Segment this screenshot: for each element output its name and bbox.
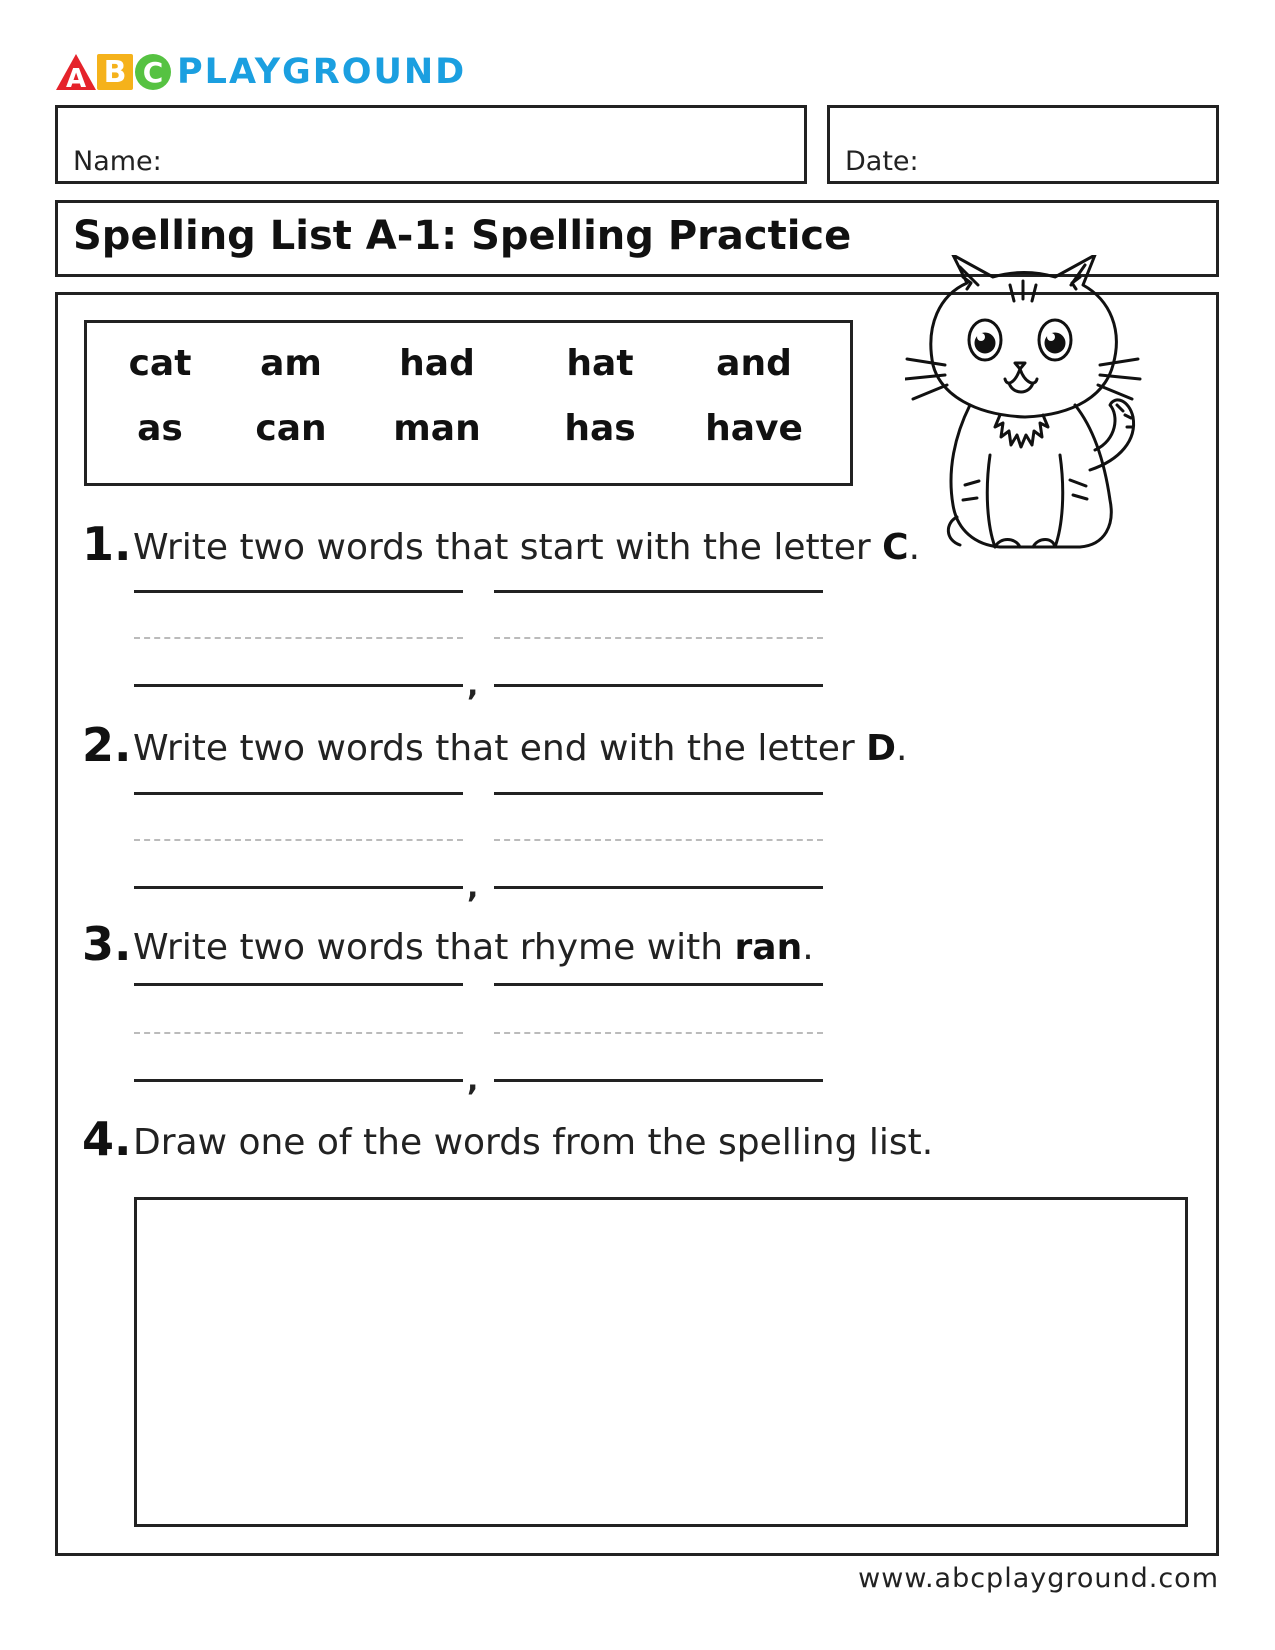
answer-line[interactable] — [134, 886, 463, 889]
answer-line[interactable] — [494, 1079, 823, 1082]
spelling-word: have — [705, 408, 803, 449]
answer-guide-midline — [134, 637, 463, 639]
date-field[interactable] — [827, 105, 1219, 184]
answer-guide-midline — [134, 839, 463, 841]
spelling-word: has — [564, 408, 636, 449]
spelling-word: had — [399, 343, 475, 384]
name-label: Name: — [73, 146, 162, 177]
drawing-area[interactable] — [134, 1197, 1188, 1527]
letter-b-square: B — [97, 54, 133, 90]
answer-line[interactable] — [134, 684, 463, 687]
spelling-word: hat — [566, 343, 634, 384]
answer-guide-top — [134, 590, 463, 593]
spelling-word: can — [255, 408, 327, 449]
date-label: Date: — [845, 146, 919, 177]
letter-a-triangle — [55, 53, 97, 91]
answer-guide-midline — [134, 1032, 463, 1034]
answer-line[interactable] — [134, 1079, 463, 1082]
question-3-rhyme-word: ran — [734, 927, 803, 968]
comma: , — [467, 870, 479, 905]
answer-guide-top — [494, 792, 823, 795]
question-1-letter: C — [882, 527, 909, 568]
spelling-word: as — [137, 408, 183, 449]
question-1-text: Write two words that start with the letter C. — [133, 527, 921, 568]
logo-wordmark: PLAYGROUND — [177, 52, 467, 92]
answer-guide-top — [134, 983, 463, 986]
spelling-word: man — [393, 408, 481, 449]
spelling-word: am — [260, 343, 322, 384]
page-title: Spelling List A-1: Spelling Practice — [73, 213, 852, 259]
question-2-letter: D — [866, 728, 897, 769]
answer-guide-midline — [494, 1032, 823, 1034]
question-2-text: Write two words that end with the letter D. — [133, 728, 908, 769]
name-field[interactable] — [55, 105, 807, 184]
letter-c-circle: C — [135, 54, 171, 90]
question-4-number: 4. — [82, 1112, 132, 1166]
spelling-word: and — [716, 343, 792, 384]
spelling-word: cat — [128, 343, 192, 384]
answer-line[interactable] — [494, 886, 823, 889]
website-url: www.abcplayground.com — [858, 1563, 1219, 1594]
question-2-number: 2. — [82, 718, 132, 772]
abc-playground-logo — [55, 52, 466, 92]
kitten-icon — [905, 255, 1165, 560]
question-1-number: 1. — [82, 517, 132, 571]
spelling-word-list — [84, 320, 853, 486]
comma: , — [467, 1063, 479, 1098]
answer-guide-midline — [494, 637, 823, 639]
answer-guide-top — [494, 590, 823, 593]
svg-text:A: A — [65, 64, 87, 91]
comma: , — [467, 668, 479, 703]
answer-guide-midline — [494, 839, 823, 841]
question-3-text: Write two words that rhyme with ran. — [133, 927, 814, 968]
answer-guide-top — [494, 983, 823, 986]
question-3-number: 3. — [82, 917, 132, 971]
answer-line[interactable] — [494, 684, 823, 687]
question-4-text: Draw one of the words from the spelling list. — [133, 1122, 934, 1163]
answer-guide-top — [134, 792, 463, 795]
